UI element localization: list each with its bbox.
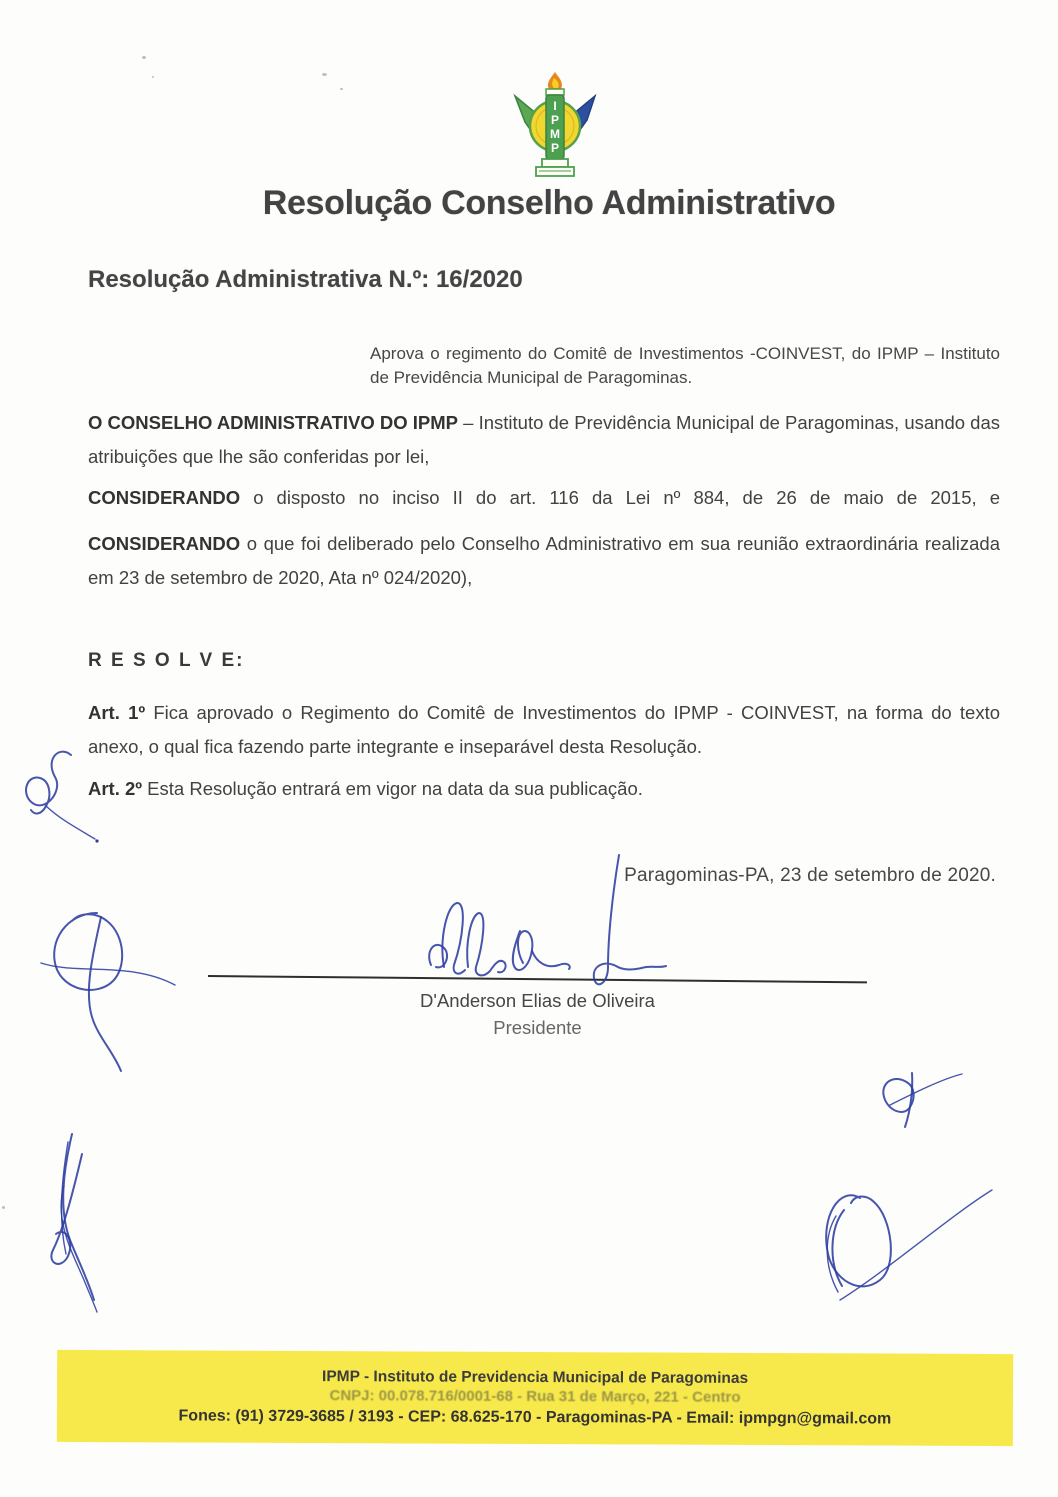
scan-noise-speck	[142, 56, 146, 59]
svg-text:P: P	[550, 141, 560, 155]
considerando-2	[88, 527, 1000, 595]
svg-text:P: P	[550, 113, 560, 127]
rubric-scribble-right-top	[868, 1065, 966, 1140]
rubric-scribble-right-bottom	[800, 1158, 1000, 1320]
preamble-subject: O CONSELHO ADMINISTRATIVO DO IPMP	[88, 412, 459, 433]
scan-noise-speck	[340, 88, 343, 90]
article-2-number: Art. 2º	[88, 778, 143, 799]
signer-title: Presidente	[493, 1017, 582, 1038]
considerando-1	[88, 481, 1000, 515]
rubric-scribble-left-middle	[35, 895, 180, 1087]
article-2	[88, 772, 1000, 806]
footer-band	[57, 1350, 1013, 1446]
scan-noise-speck	[322, 73, 327, 76]
considerando-1-text: o disposto no inciso II do art. 116 da Lei nº 884, de 26 de maio de 2015, e	[240, 487, 1000, 508]
ipmp-logo-icon	[503, 68, 607, 184]
preamble-text: – Instituto de Previdência Municipal de Paragominas, usando das atribuições que lhe são conferidas por lei,	[88, 412, 1000, 467]
preamble-paragraph	[88, 406, 1000, 474]
resolve-heading: R E S O L V E:	[88, 650, 245, 671]
resolution-number: Resolução Administrativa N.º: 16/2020	[88, 266, 523, 293]
considerando-1-keyword: CONSIDERANDO	[88, 487, 241, 508]
article-1-text: Fica aprovado o Regimento do Comitê de Investimentos do IPMP - COINVEST, na forma do texto anexo, o qual fica fazendo parte integrante e inseparável desta Resolução.	[88, 702, 1000, 757]
document-title: Resolução Conselho Administrativo	[262, 184, 836, 222]
ementa-paragraph: Aprova o regimento do Comitê de Investimentos -COINVEST, do IPMP – Instituto de Previdência Municipal de Paragominas.	[370, 344, 1000, 387]
considerando-2-text: o que foi deliberado pelo Conselho Administrativo em sua reunião extraordinária realizada em 23 de setembro de 2020, Ata nº 024/2020),	[88, 533, 1000, 588]
considerando-2-keyword: CONSIDERANDO	[88, 533, 241, 554]
signature-line	[208, 975, 867, 983]
footer-cnpj-address: CNPJ: 00.078.716/0001-68 - Rua 31 de Março, 221 - Centro	[329, 1387, 741, 1406]
scan-noise-speck	[2, 1206, 5, 1209]
article-2-text: Esta Resolução entrará em vigor na data da sua publicação.	[142, 778, 643, 799]
svg-text:I: I	[553, 99, 557, 113]
footer-institute-name: IPMP - Instituto de Previdencia Municipal de Paragominas	[322, 1368, 749, 1387]
footer-contact-info: Fones: (91) 3729-3685 / 3193 - CEP: 68.625-170 - Paragominas-PA - Email: ipmpgn@gmail.com	[178, 1407, 892, 1428]
signer-name: D'Anderson Elias de Oliveira	[420, 990, 655, 1011]
scan-noise-speck	[152, 76, 154, 78]
article-1-number: Art. 1º	[88, 702, 146, 723]
rubric-scribble-left-bottom	[22, 1128, 114, 1318]
dateline: Paragominas-PA, 23 de setembro de 2020.	[624, 865, 996, 886]
article-1	[88, 696, 1000, 764]
svg-text:M: M	[550, 127, 560, 141]
